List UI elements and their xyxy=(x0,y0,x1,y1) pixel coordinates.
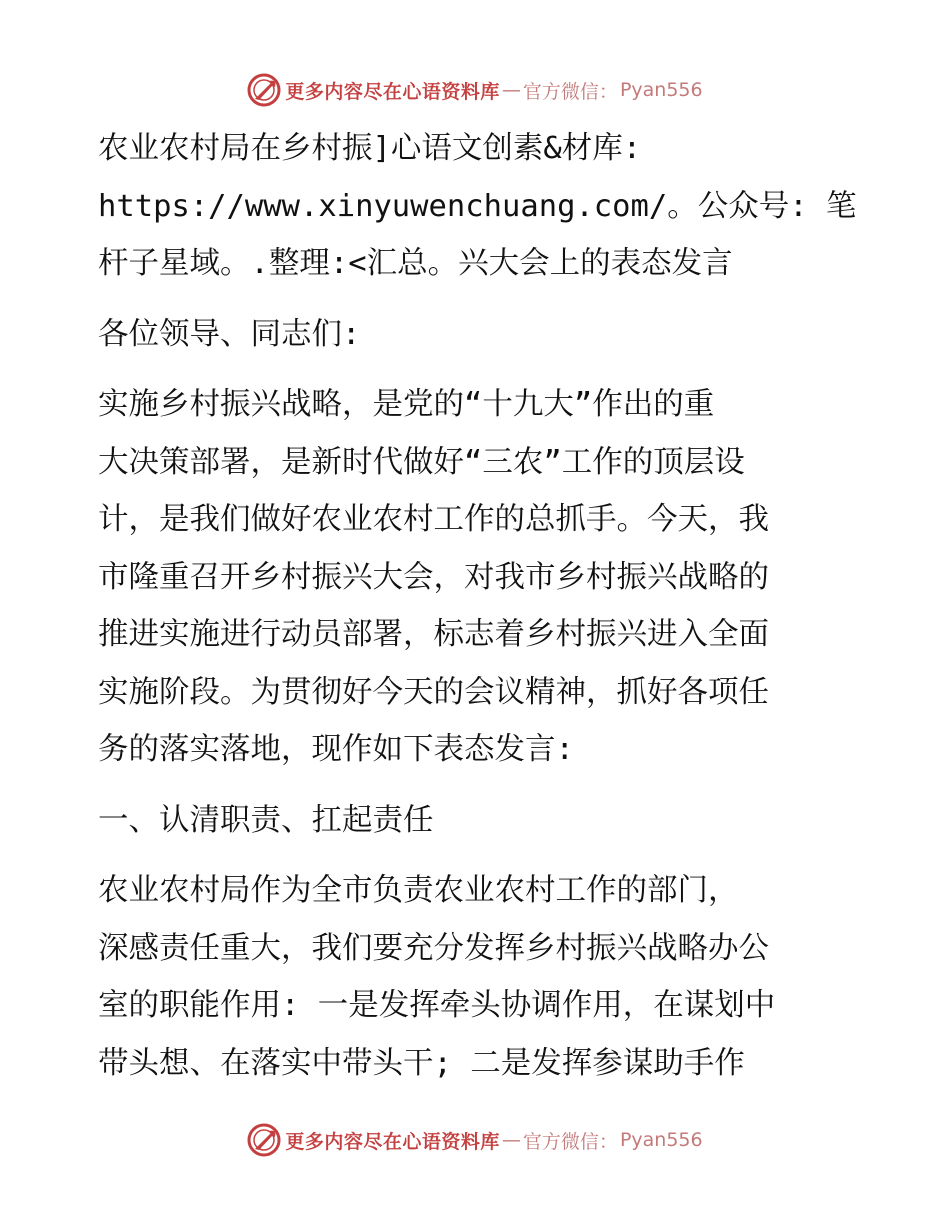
title-line: 杆子星域。.整理:<汇总。兴大会上的表态发言 xyxy=(98,246,733,281)
title-line: 农业农村局在乡村振]心语文创素&材库: xyxy=(98,131,642,166)
paragraph-line: 农业农村局作为全市负责农业农村工作的部门， xyxy=(98,873,739,908)
paragraph-line: 室的职能作用: 一是发挥牵头协调作用，在谋划中 xyxy=(98,988,776,1023)
paragraph-line: 大决策部署，是新时代做好“三农”工作的顶层设 xyxy=(98,444,745,480)
watermark-main-text: 更多内容尽在心语资料库 xyxy=(285,1130,500,1153)
paragraph-line: 市隆重召开乡村振兴大会，对我市乡村振兴战略的 xyxy=(98,559,769,595)
watermark-sub-text: 官方微信： xyxy=(522,80,618,103)
document-title xyxy=(98,120,858,293)
watermark-header xyxy=(0,68,950,112)
paragraph-line: 实施乡村振兴战略，是党的“十九大”作出的重 xyxy=(98,387,715,422)
feather-logo-icon xyxy=(247,73,281,107)
greeting: 各位领导、同志们: xyxy=(98,316,361,352)
paragraph-line: 计，是我们做好农业农村工作的总抓手。今天，我 xyxy=(98,502,769,537)
title-line: https://www.xinyuwenchuang.com/。公众号: 笔 xyxy=(98,188,857,224)
feather-logo-icon xyxy=(247,1123,281,1157)
watermark-wechat-id: Pyan556 xyxy=(619,79,703,101)
paragraph-line: 务的落实落地，现作如下表态发言: xyxy=(98,732,574,767)
paragraph-1 xyxy=(98,376,858,779)
document-body xyxy=(98,120,858,1092)
watermark-main-text: 更多内容尽在心语资料库 xyxy=(285,80,500,103)
paragraph-line: 实施阶段。为贯彻好今天的会议精神，抓好各项任 xyxy=(98,674,769,710)
paragraph-line: 推进实施进行动员部署，标志着乡村振兴进入全面 xyxy=(98,617,769,652)
watermark-dash: — xyxy=(501,79,521,101)
paragraph-2 xyxy=(98,862,858,1092)
paragraph-line: 带头想、在落实中带头干; 二是发挥参谋助手作 xyxy=(98,1045,745,1081)
watermark-dash: — xyxy=(501,1129,521,1151)
watermark-wechat-id: Pyan556 xyxy=(619,1129,703,1151)
paragraph-line: 深感责任重大，我们要充分发挥乡村振兴战略办公 xyxy=(98,930,769,966)
watermark-footer xyxy=(0,1118,950,1162)
section-heading-1: 一、认清职责、扛起责任 xyxy=(98,802,434,838)
watermark-sub-text: 官方微信： xyxy=(522,1130,618,1153)
